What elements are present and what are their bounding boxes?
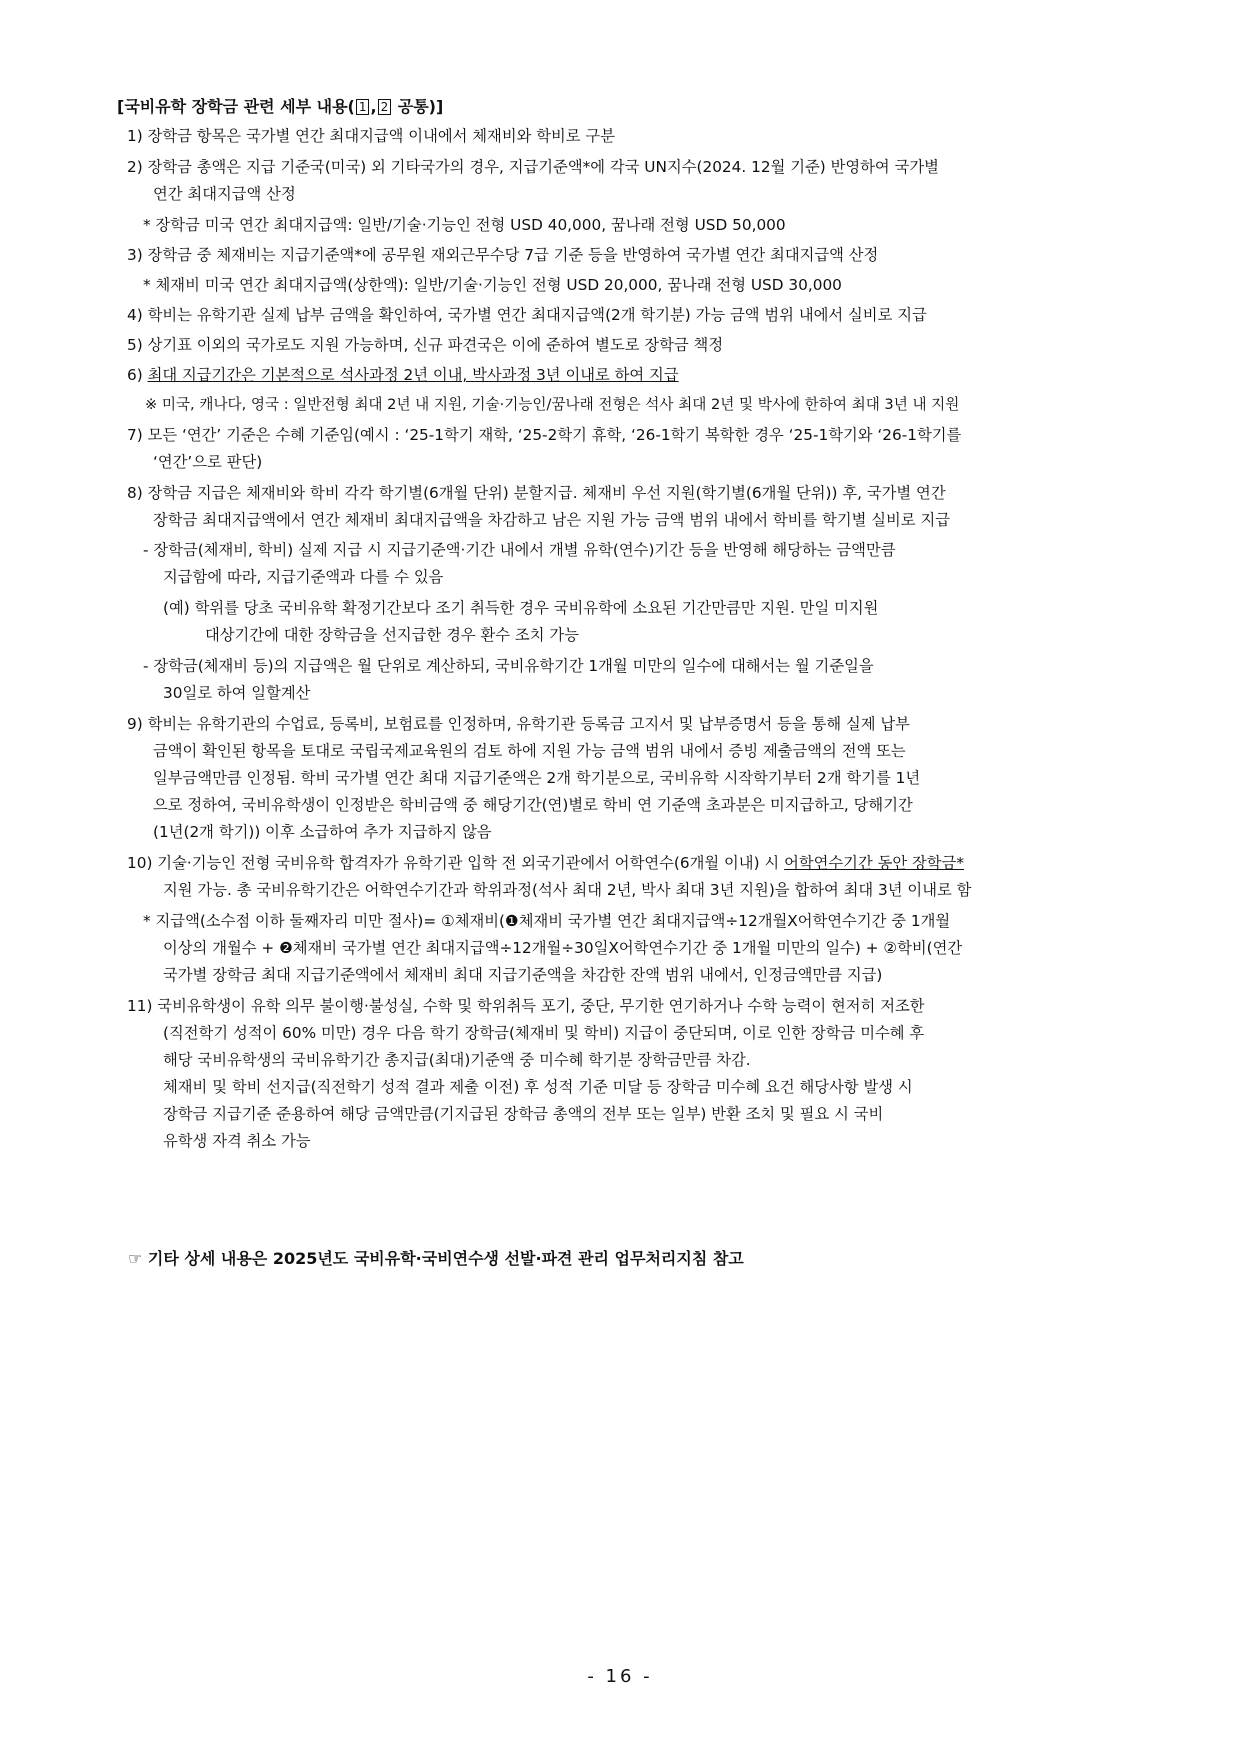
item-5: 5) 상기표 이외의 국가로도 지원 가능하며, 신규 파견국은 이에 준하여 별도로 장학금 책정 xyxy=(127,336,724,354)
item-3: 3) 장학금 중 체재비는 지급기준액*에 공무원 재외근무수당 7급 기준 등을 반영하여 국가별 연간 최대지급액 산정 xyxy=(127,246,879,264)
item-10-formula-line-3: 국가별 장학금 최대 지급기준액에서 체재비 최대 지급기준액을 차감한 잔액 범위 내에서, 인정금액만큼 지급) xyxy=(163,966,883,984)
item-11-line-6: 유학생 자격 취소 가능 xyxy=(163,1132,311,1150)
item-10-line-1 xyxy=(127,851,964,875)
box-number-2: 2 xyxy=(378,99,392,115)
item-7-line-1: 7) 모든 ‘연간’ 기준은 수혜 기준임(예시 : ‘25-1학기 재학, ‘25-2학기 휴학, ‘26-1학기 복학한 경우 ‘25-1학기와 ‘26-1학기를 xyxy=(127,426,962,444)
section-heading xyxy=(117,94,443,117)
item-11-line-4: 체재비 및 학비 선지급(직전학기 성적 결과 제출 이전) 후 성적 기준 미달 등 장학금 미수혜 요건 해당사항 발생 시 xyxy=(163,1078,913,1096)
reference-note: ☞ 기타 상세 내용은 2025년도 국비유학·국비연수생 선발·파견 관리 업무처리지침 참고 xyxy=(128,1249,744,1268)
item-8-bullet-2-line-2: 30일로 하여 일할계산 xyxy=(163,684,311,702)
item-11-line-2: (직전학기 성적이 60% 미만) 경우 다음 학기 장학금(체재비 및 학비) 지급이 중단되며, 이로 인한 장학금 미수혜 후 xyxy=(163,1024,925,1042)
item-9-line-3: 일부금액만큼 인정됨. 학비 국가별 연간 최대 지급기준액은 2개 학기분으로, 국비유학 시작학기부터 2개 학기를 1년 xyxy=(153,769,921,787)
item-11-line-5: 장학금 지급기준 준용하여 해당 금액만큼(기지급된 장학금 총액의 전부 또는 일부) 반환 조치 및 필요 시 국비 xyxy=(163,1105,884,1123)
item-8-example-line-1: (예) 학위를 당초 국비유학 확정기간보다 조기 취득한 경우 국비유학에 소요된 기간만큼만 지원. 만일 미지원 xyxy=(163,599,879,617)
item-6-number: 6) xyxy=(127,366,148,384)
item-6 xyxy=(127,363,679,387)
item-10-line-2: 지원 가능. 총 국비유학기간은 어학연수기간과 학위과정(석사 최대 2년, 박사 최대 3년 지원)을 합하여 최대 3년 이내로 함 xyxy=(163,881,972,899)
item-8-example-line-2: 대상기간에 대한 장학금을 선지급한 경우 환수 조치 가능 xyxy=(205,626,579,644)
item-2-line-2: 연간 최대지급액 산정 xyxy=(153,185,296,203)
item-9-line-2: 금액이 확인된 항목을 토대로 국립국제교육원의 검토 하에 지원 가능 금액 범위 내에서 증빙 제출금액의 전액 또는 xyxy=(153,742,906,760)
item-10-formula-line-1: * 지급액(소수점 이하 둘째자리 미만 절사)= ①체재비(❶체재비 국가별 연간 최대지급액÷12개월X어학연수기간 중 1개월 xyxy=(143,912,951,930)
page-number: - 16 - xyxy=(587,1666,653,1687)
item-8-bullet-2-line-1: - 장학금(체재비 등)의 지급액은 월 단위로 계산하되, 국비유학기간 1개월 미만의 일수에 대해서는 월 기준일을 xyxy=(143,657,874,675)
item-6-text: 최대 지급기간은 기본적으로 석사과정 2년 이내, 박사과정 3년 이내로 하여 지급 xyxy=(147,366,679,384)
item-4: 4) 학비는 유학기관 실제 납부 금액을 확인하여, 국가별 연간 최대지급액(2개 학기분) 가능 금액 범위 내에서 실비로 지급 xyxy=(127,306,927,324)
item-2-line-1: 2) 장학금 총액은 지급 기준국(미국) 외 기타국가의 경우, 지급기준액*에 각국 UN지수(2024. 12월 기준) 반영하여 국가별 xyxy=(127,158,939,176)
item-10-formula-line-2: 이상의 개월수 + ❷체재비 국가별 연간 최대지급액÷12개월÷30일X어학연수기간 중 1개월 미만의 일수) + ②학비(연간 xyxy=(163,939,963,957)
item-10-text: 10) 기술·기능인 전형 국비유학 합격자가 유학기관 입학 전 외국기관에서 어학연수(6개월 이내) 시 xyxy=(127,854,785,872)
item-9-line-1: 9) 학비는 유학기관의 수업료, 등록비, 보험료를 인정하며, 유학기관 등록금 고지서 및 납부증명서 등을 통해 실제 납부 xyxy=(127,715,910,733)
item-9-line-5: (1년(2개 학기)) 이후 소급하여 추가 지급하지 않음 xyxy=(153,823,492,841)
heading-suffix: 공통)] xyxy=(392,97,444,116)
item-11-line-3: 해당 국비유학생의 국비유학기간 총지급(최대)기준액 중 미수혜 학기분 장학금만큼 차감. xyxy=(163,1051,751,1069)
item-3-note: * 체재비 미국 연간 최대지급액(상한액): 일반/기술·기능인 전형 USD 20,000, 꿈나래 전형 USD 30,000 xyxy=(143,276,842,294)
item-1: 1) 장학금 항목은 국가별 연간 최대지급액 이내에서 체재비와 학비로 구분 xyxy=(127,127,615,145)
item-9-line-4: 으로 정하여, 국비유학생이 인정받은 학비금액 중 해당기간(연)별로 학비 연 기준액 초과분은 미지급하고, 당해기간 xyxy=(153,796,913,814)
item-8-line-1: 8) 장학금 지급은 체재비와 학비 각각 학기별(6개월 단위) 분할지급. 체재비 우선 지원(학기별(6개월 단위)) 후, 국가별 연간 xyxy=(127,484,946,502)
heading-prefix: [국비유학 장학금 관련 세부 내용( xyxy=(117,97,355,116)
item-8-line-2: 장학금 최대지급액에서 연간 체재비 최대지급액을 차감하고 남은 지원 가능 금액 범위 내에서 학비를 학기별 실비로 지급 xyxy=(153,511,951,529)
item-7-line-2: ‘연간’으로 판단) xyxy=(153,453,263,471)
item-8-bullet-1-line-2: 지급함에 따라, 지급기준액과 다를 수 있음 xyxy=(163,568,444,586)
heading-sep: , xyxy=(370,97,377,116)
item-6-note: ※ 미국, 캐나다, 영국 : 일반전형 최대 2년 내 지원, 기술·기능인/꿈나래 전형은 석사 최대 2년 및 박사에 한하여 최대 3년 내 지원 xyxy=(145,396,960,413)
item-11-line-1: 11) 국비유학생이 유학 의무 불이행·불성실, 수학 및 학위취득 포기, 중단, 무기한 연기하거나 수학 능력이 현저히 저조한 xyxy=(127,997,925,1015)
item-2-note: * 장학금 미국 연간 최대지급액: 일반/기술·기능인 전형 USD 40,000, 꿈나래 전형 USD 50,000 xyxy=(143,216,786,234)
item-10-underlined: 어학연수기간 동안 장학금* xyxy=(784,854,964,872)
item-8-bullet-1-line-1: - 장학금(체재비, 학비) 실제 지급 시 지급기준액·기간 내에서 개별 유학(연수)기간 등을 반영해 해당하는 금액만큼 xyxy=(143,541,896,559)
box-number-1: 1 xyxy=(356,99,370,115)
